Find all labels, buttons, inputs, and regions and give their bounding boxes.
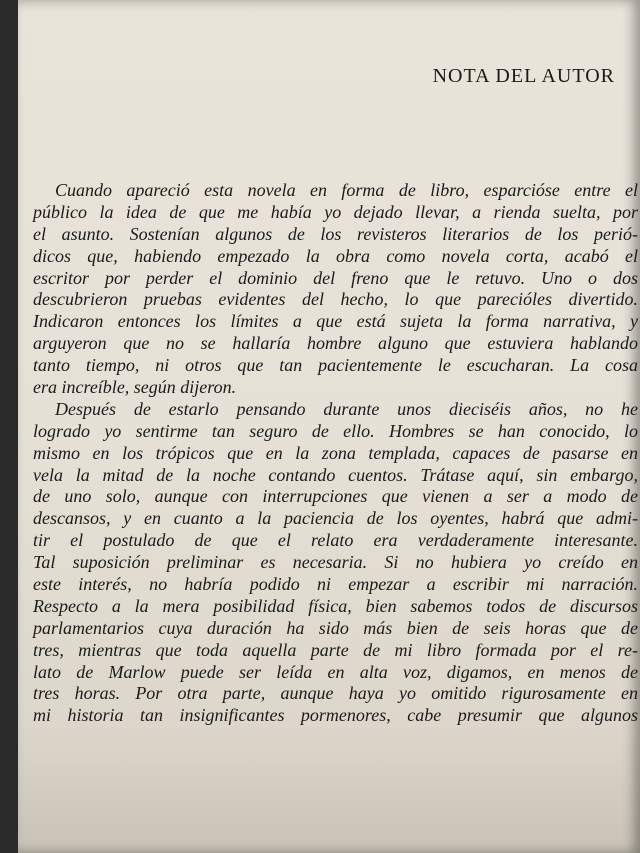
- text-line: tanto tiempo, ni otros que tan pacientemente le escucharan. La cosa: [33, 355, 638, 376]
- text-line: parlamentarios cuya duración ha sido más bien de seis horas que de: [33, 617, 638, 638]
- text-line: Después de estarlo pensando durante unos dieciséis años, no he: [55, 398, 638, 419]
- text-line: descansos, y en cuanto a la paciencia de los oyentes, habrá que admi-: [33, 508, 638, 529]
- text-line: Respecto a la mera posibilidad física, bien sabemos todos de discursos: [33, 595, 638, 616]
- text-line: este interés, no habría podido ni empezar a escribir mi narración.: [33, 574, 638, 595]
- text-line: público la idea de que me había yo dejado llevar, a rienda suelta, por: [33, 201, 638, 222]
- text-line: tres horas. Por otra parte, aunque haya yo omitido rigurosamente en: [33, 683, 638, 704]
- text-line: escritor por perder el dominio del freno que le retuvo. Uno o dos: [33, 267, 638, 288]
- text-line: Indicaron entonces los límites a que está sujeta la forma narrativa, y: [33, 311, 638, 332]
- book-page: [18, 0, 640, 853]
- text-line: mi historia tan insignificantes pormenores, cabe presumir que algunos: [33, 705, 638, 726]
- text-line: logrado yo sentirme tan seguro de ello. Hombres se han conocido, lo: [33, 420, 638, 441]
- text-line: mismo en los trópicos que en la zona templada, capaces de pasarse en: [33, 442, 638, 463]
- body-text: [33, 180, 638, 727]
- text-line: Tal suposición preliminar es necesaria. Si no hubiera yo creído en: [33, 552, 638, 573]
- text-line: vela la mitad de la noche contando cuentos. Trátase aquí, sin embargo,: [33, 464, 638, 485]
- text-line: descubrieron pruebas evidentes del hecho, lo que parecióles divertido.: [33, 289, 638, 310]
- text-line: arguyeron que no se hallaría hombre alguno que estuviera hablando: [33, 333, 638, 354]
- text-line: tres, mientras que toda aquella parte de mi libro formada por el re-: [33, 639, 638, 660]
- text-line: Cuando apareció esta novela en forma de libro, esparcióse entre el: [55, 180, 638, 200]
- page-title: NOTA DEL AUTOR: [432, 65, 615, 87]
- text-line: lato de Marlow puede ser leída en alta voz, digamos, en menos de: [33, 661, 638, 682]
- text-line: el asunto. Sostenían algunos de los revisteros literarios de los perió-: [33, 223, 638, 244]
- text-line: era increíble, según dijeron.: [33, 377, 237, 398]
- text-line: de uno solo, aunque con interrupciones que vienen a ser a modo de: [33, 486, 638, 507]
- text-line: dicos que, habiendo empezado la obra como novela corta, acabó el: [33, 245, 638, 266]
- text-line: tir el postulado de que el relato era verdaderamente interesante.: [33, 530, 638, 551]
